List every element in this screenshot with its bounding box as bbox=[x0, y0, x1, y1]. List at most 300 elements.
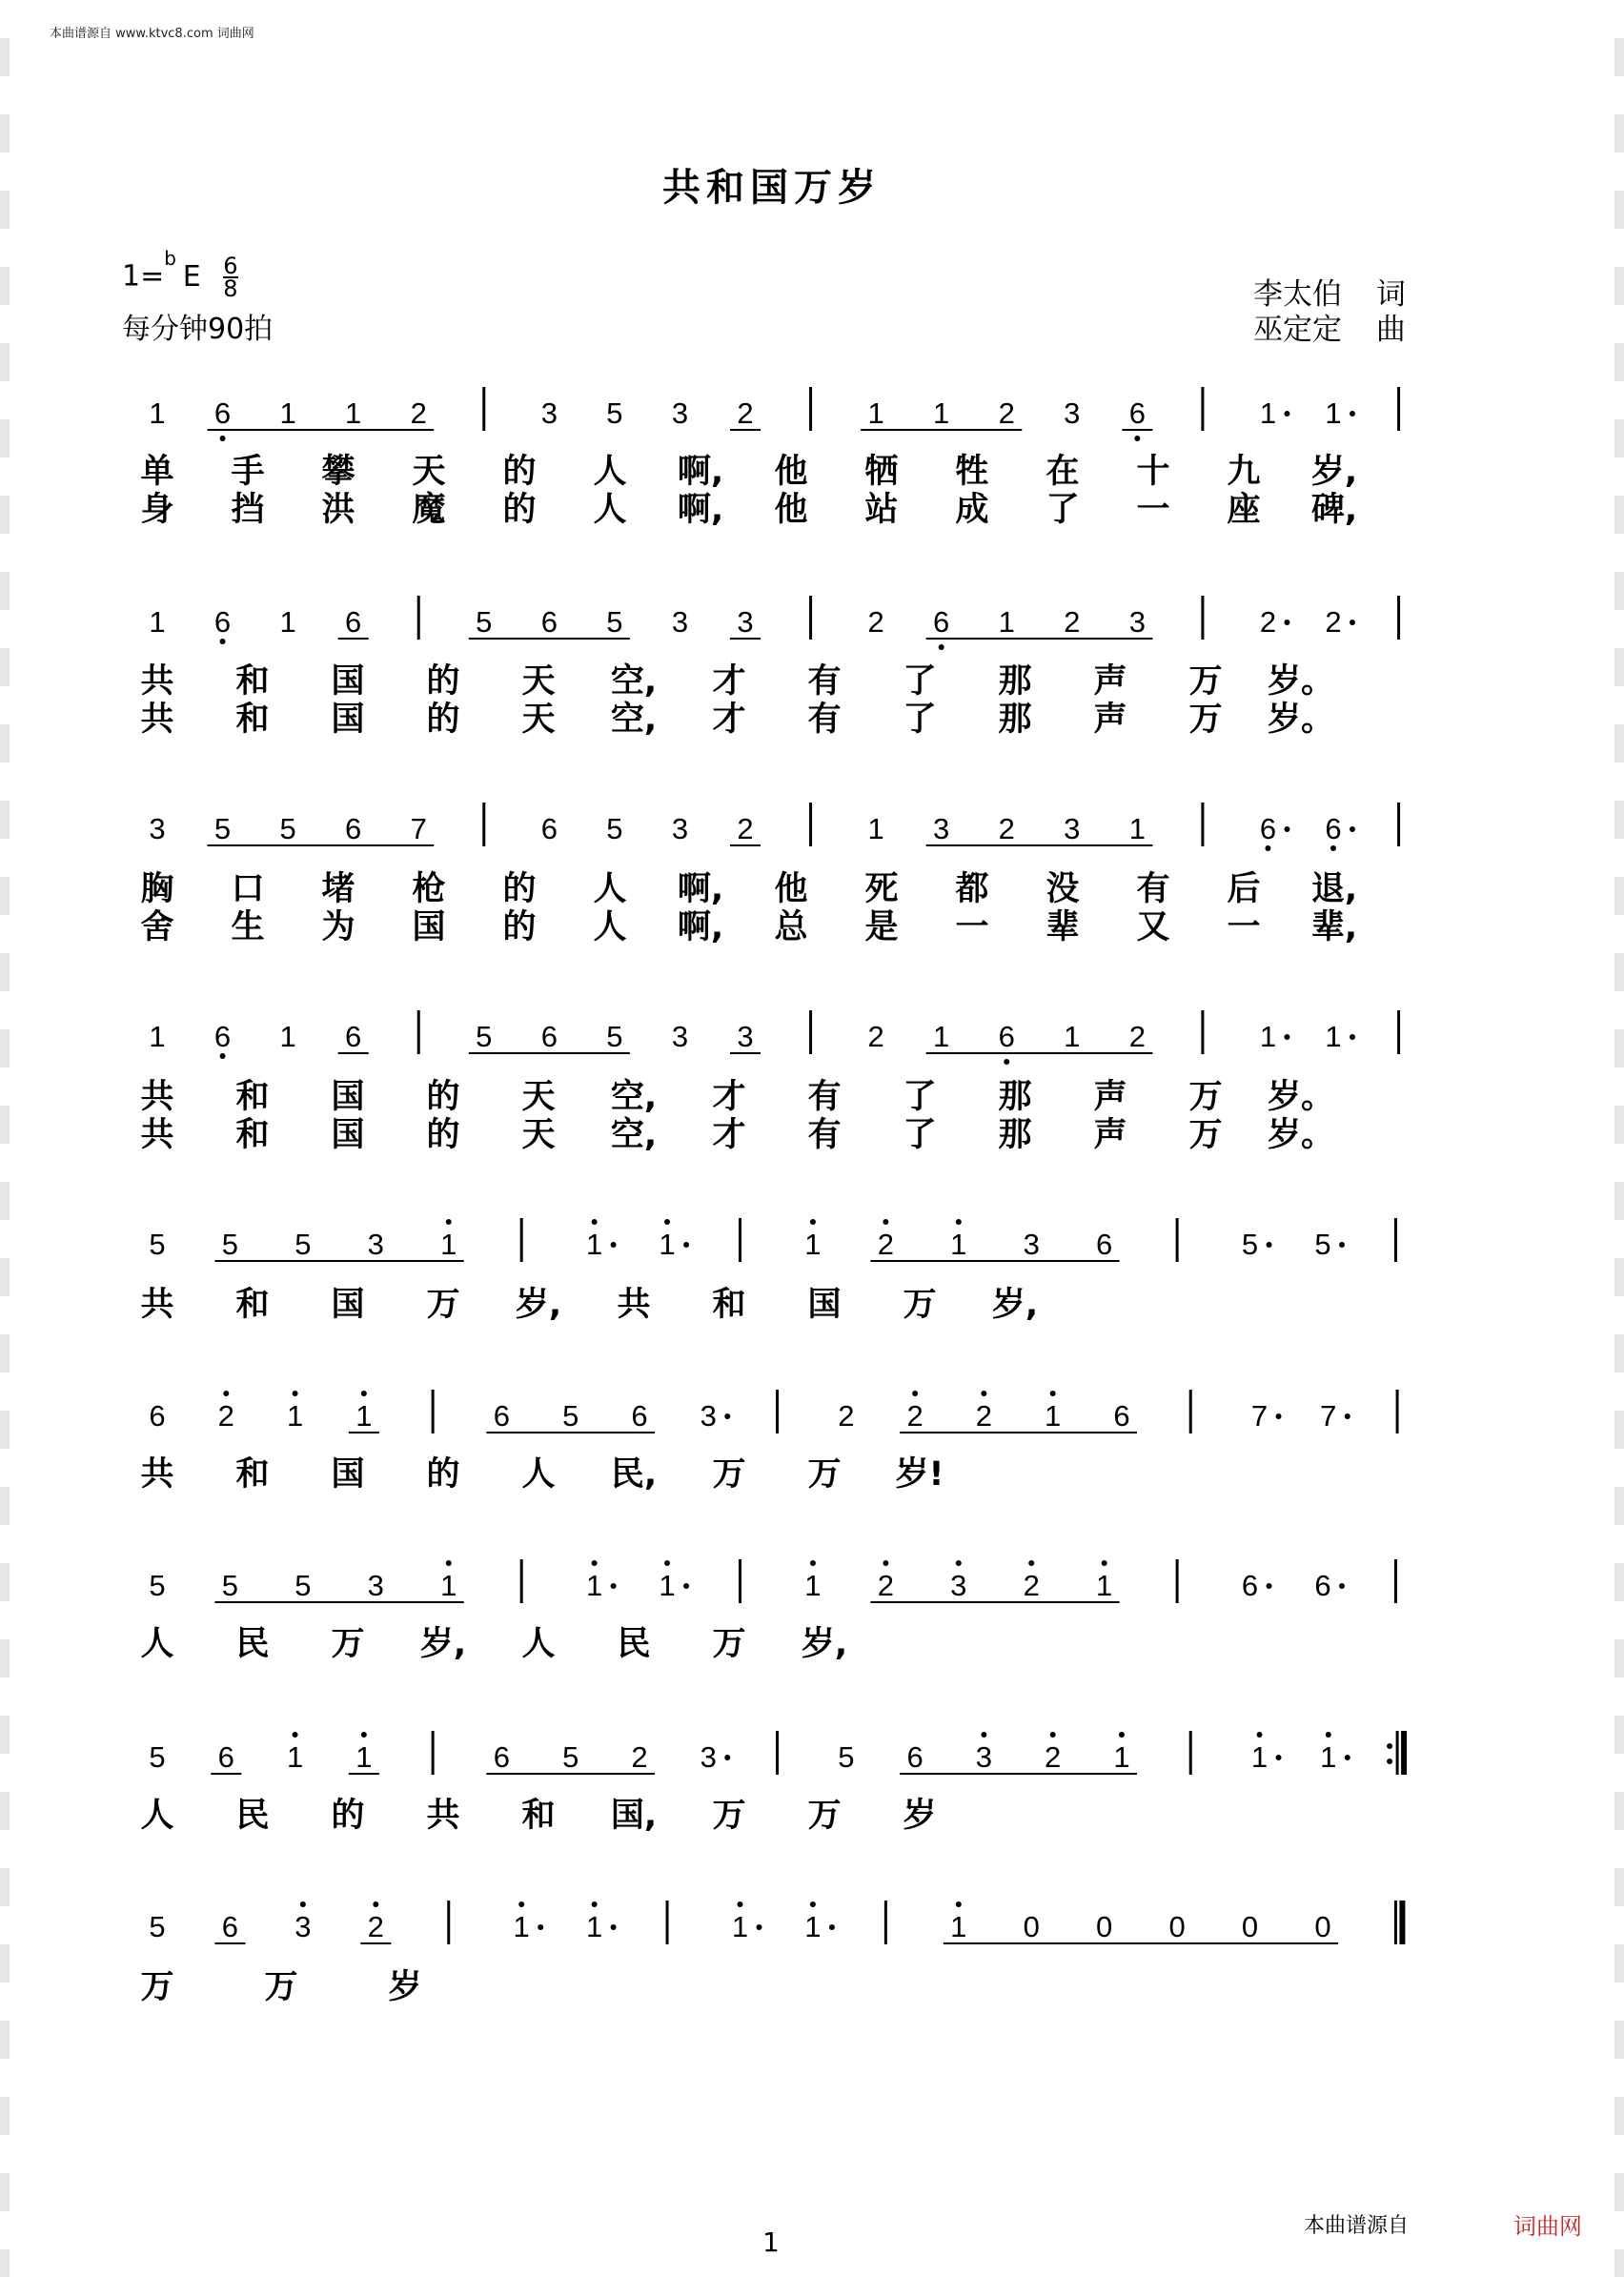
lyric-char: 退, bbox=[1310, 870, 1358, 908]
lyric-char: 的 bbox=[426, 701, 460, 739]
note: 5 bbox=[279, 812, 296, 845]
note: 2 bbox=[975, 1399, 993, 1433]
note: 2 bbox=[631, 1740, 648, 1774]
lyric-char: 国 bbox=[331, 1116, 365, 1154]
lyric-char: 共 bbox=[140, 1078, 174, 1116]
note: 1 bbox=[585, 1910, 603, 1943]
lyric-char: 岁。 bbox=[1267, 701, 1335, 739]
octave-up-dot bbox=[293, 1391, 298, 1396]
lyric-char: 岁! bbox=[895, 1455, 944, 1494]
note: 5 bbox=[562, 1740, 579, 1774]
lyric-char: 有 bbox=[807, 1078, 842, 1116]
note: 1 bbox=[998, 605, 1015, 639]
lyric-char: 他 bbox=[774, 453, 808, 491]
note: 6 bbox=[631, 1399, 648, 1433]
octave-up-dot bbox=[361, 1732, 367, 1738]
lyric-char: 和 bbox=[521, 1797, 556, 1835]
lyric-char: 有 bbox=[807, 662, 842, 701]
lyric-char: 民 bbox=[235, 1797, 270, 1835]
octave-up-dot bbox=[592, 1219, 598, 1225]
aug-dot bbox=[829, 1924, 835, 1930]
lyric-char: 牺 bbox=[864, 453, 899, 491]
note: 2 bbox=[1325, 605, 1342, 639]
note: 2 bbox=[737, 812, 754, 845]
lyric-char: 啊, bbox=[677, 870, 724, 908]
note: 5 bbox=[562, 1399, 579, 1433]
octave-down-dot bbox=[220, 639, 226, 644]
lyric-char: 的 bbox=[502, 453, 537, 491]
lyric-char: 人 bbox=[593, 491, 627, 529]
note: 7 bbox=[1320, 1399, 1337, 1433]
lyric-char: 的 bbox=[426, 662, 460, 701]
lyric-char: 万 bbox=[1188, 1116, 1223, 1154]
lyric-char: 和 bbox=[235, 1116, 270, 1154]
note: 1 bbox=[585, 1228, 603, 1261]
note: 2 bbox=[1023, 1569, 1040, 1602]
note: 7 bbox=[1250, 1399, 1269, 1433]
lyric-char: 岁。 bbox=[1267, 1078, 1335, 1116]
lyric-char: 万 bbox=[807, 1455, 842, 1494]
octave-up-dot bbox=[956, 1219, 962, 1225]
lyric-char: 了 bbox=[1045, 491, 1080, 529]
note: 2 bbox=[867, 1020, 884, 1053]
note: 6 bbox=[493, 1740, 511, 1774]
note: 5 bbox=[221, 1569, 239, 1602]
note: 5 bbox=[476, 605, 493, 639]
octave-up-dot bbox=[883, 1219, 888, 1225]
octave-up-dot bbox=[956, 1560, 962, 1566]
lyric-char: 的 bbox=[502, 870, 537, 908]
aug-dot bbox=[611, 1242, 617, 1248]
lyric-char: 岁, bbox=[515, 1286, 562, 1324]
note: 1 bbox=[1250, 1740, 1269, 1774]
note: 6 bbox=[1096, 1228, 1113, 1261]
lyric-char: 人 bbox=[521, 1625, 556, 1663]
note: 3 bbox=[737, 605, 754, 639]
song-title: 共和国万岁 bbox=[662, 165, 882, 210]
note: 5 bbox=[1241, 1228, 1259, 1261]
score-system bbox=[140, 1390, 1397, 1494]
lyric-char: 的 bbox=[331, 1797, 365, 1835]
lyric-char: 辈, bbox=[1310, 908, 1358, 946]
lyric-char: 声 bbox=[1093, 662, 1127, 701]
lyric-char: 岁 bbox=[388, 1968, 422, 2006]
lyric-char: 万 bbox=[1188, 701, 1223, 739]
note: 6 bbox=[540, 1020, 558, 1053]
aug-dot bbox=[756, 1924, 761, 1930]
note: 1 bbox=[1325, 1020, 1342, 1053]
note: 1 bbox=[731, 1910, 749, 1943]
note: 2 bbox=[410, 396, 427, 430]
aug-dot bbox=[1350, 411, 1355, 417]
note: 3 bbox=[950, 1569, 967, 1602]
note: 6 bbox=[1314, 1569, 1331, 1602]
note: 1 bbox=[279, 1020, 296, 1053]
lyric-char: 万 bbox=[807, 1797, 842, 1835]
lyric-char: 手 bbox=[231, 453, 265, 491]
lyric-char: 岁。 bbox=[1267, 1116, 1335, 1154]
lyric-char: 国 bbox=[331, 1286, 365, 1324]
octave-up-dot bbox=[223, 1391, 229, 1396]
note: 5 bbox=[838, 1740, 855, 1774]
octave-up-dot bbox=[446, 1219, 452, 1225]
lyric-char: 万 bbox=[903, 1286, 937, 1324]
octave-up-dot bbox=[664, 1219, 670, 1225]
lyric-char: 堵 bbox=[321, 870, 355, 908]
lyric-char: 天 bbox=[521, 1116, 556, 1154]
octave-up-dot bbox=[446, 1560, 452, 1566]
aug-dot bbox=[1339, 1583, 1345, 1589]
tempo-marking: 每分钟90拍 bbox=[122, 313, 274, 346]
octave-up-dot bbox=[373, 1901, 378, 1907]
lyric-char: 没 bbox=[1045, 870, 1080, 908]
lyric-char: 岁。 bbox=[1267, 662, 1335, 701]
note: 5 bbox=[606, 1020, 623, 1053]
note: 1 bbox=[950, 1228, 967, 1261]
lyric-char: 岁, bbox=[419, 1625, 467, 1663]
octave-up-dot bbox=[1102, 1560, 1107, 1566]
lyric-char: 民 bbox=[617, 1625, 651, 1663]
lyric-char: 碑, bbox=[1310, 491, 1358, 529]
note: 1 bbox=[804, 1228, 822, 1261]
lyric-char: 他 bbox=[774, 491, 808, 529]
octave-up-dot bbox=[810, 1901, 816, 1907]
lyric-char: 国 bbox=[331, 1455, 365, 1494]
note: 2 bbox=[998, 812, 1015, 845]
octave-down-dot bbox=[220, 1053, 226, 1059]
note: 7 bbox=[410, 812, 427, 845]
lyric-char: 的 bbox=[502, 908, 537, 946]
lyric-char: 空, bbox=[610, 662, 658, 701]
lyric-char: 的 bbox=[426, 1078, 460, 1116]
lyric-char: 了 bbox=[903, 1078, 937, 1116]
note: 1 bbox=[355, 1399, 373, 1433]
score-system bbox=[140, 1731, 1404, 1835]
aug-dot bbox=[611, 1924, 617, 1930]
note: 6 bbox=[213, 605, 232, 639]
lyric-char: 和 bbox=[235, 1286, 270, 1324]
note: 1 bbox=[1128, 812, 1146, 845]
lyric-char: 那 bbox=[998, 662, 1032, 701]
note: 1 bbox=[1320, 1740, 1337, 1774]
lyric-char: 人 bbox=[140, 1797, 174, 1835]
note: 5 bbox=[294, 1569, 312, 1602]
aug-dot bbox=[1284, 1034, 1289, 1040]
note: 6 bbox=[933, 605, 950, 639]
note: 3 bbox=[1023, 1228, 1040, 1261]
lyric-char: 共 bbox=[140, 662, 174, 701]
lyric-char: 都 bbox=[955, 870, 989, 908]
octave-up-dot bbox=[1050, 1732, 1056, 1738]
note: 2 bbox=[217, 1399, 234, 1433]
note: 6 bbox=[493, 1399, 511, 1433]
lyric-char: 国 bbox=[331, 1078, 365, 1116]
note: 3 bbox=[671, 1020, 689, 1053]
lyric-char: 才 bbox=[712, 1116, 746, 1154]
octave-up-dot bbox=[883, 1560, 888, 1566]
lyric-char: 单 bbox=[140, 453, 174, 491]
lyric-char: 共 bbox=[140, 1455, 174, 1494]
note: 6 bbox=[906, 1740, 924, 1774]
note: 6 bbox=[1113, 1399, 1130, 1433]
note: 2 bbox=[877, 1569, 894, 1602]
note: 2 bbox=[877, 1228, 894, 1261]
note: 5 bbox=[221, 1228, 239, 1261]
aug-dot bbox=[724, 1413, 730, 1419]
lyric-char: 啊, bbox=[677, 491, 724, 529]
lyric-char: 后 bbox=[1227, 870, 1261, 908]
score-system bbox=[140, 803, 1398, 946]
octave-up-dot bbox=[1119, 1732, 1125, 1738]
note: 1 bbox=[149, 605, 166, 639]
octave-up-dot bbox=[1326, 1732, 1331, 1738]
aug-dot bbox=[1267, 1583, 1272, 1589]
note: 5 bbox=[1314, 1228, 1331, 1261]
lyric-char: 的 bbox=[426, 1455, 460, 1494]
lyric-char: 啊, bbox=[677, 908, 724, 946]
lyric-char: 那 bbox=[998, 701, 1032, 739]
octave-up-dot bbox=[956, 1901, 962, 1907]
lyric-char: 生 bbox=[231, 908, 265, 946]
note: 2 bbox=[737, 396, 754, 430]
note: 3 bbox=[700, 1740, 717, 1774]
note: 3 bbox=[149, 812, 166, 845]
lyric-char: 人 bbox=[593, 870, 627, 908]
note: 6 bbox=[345, 605, 362, 639]
page-number: 1 bbox=[762, 2226, 780, 2258]
key-note: E bbox=[182, 259, 201, 294]
score-system bbox=[140, 1559, 1395, 1663]
footer-source: 本曲谱源自 bbox=[1304, 2214, 1410, 2238]
lyric-char: 共 bbox=[617, 1286, 651, 1324]
note: 3 bbox=[737, 1020, 754, 1053]
lyric-char: 枪 bbox=[412, 870, 446, 908]
note: 2 bbox=[367, 1910, 384, 1943]
note: 5 bbox=[606, 812, 623, 845]
aug-dot bbox=[1276, 1755, 1282, 1760]
note: 1 bbox=[804, 1569, 822, 1602]
note: 1 bbox=[950, 1910, 967, 1943]
octave-up-dot bbox=[810, 1219, 816, 1225]
note: 2 bbox=[1128, 1020, 1146, 1053]
lyric-char: 总 bbox=[774, 908, 808, 946]
note: 3 bbox=[540, 396, 558, 430]
lyric-char: 万 bbox=[712, 1455, 746, 1494]
octave-up-dot bbox=[1028, 1560, 1034, 1566]
note: 1 bbox=[933, 396, 950, 430]
lyric-char: 攀 bbox=[321, 453, 355, 491]
lyric-char: 和 bbox=[235, 1455, 270, 1494]
lyric-char: 为 bbox=[321, 908, 355, 946]
note: 1 bbox=[149, 396, 166, 430]
note: 2 bbox=[998, 396, 1015, 430]
lyric-char: 国 bbox=[807, 1286, 842, 1324]
octave-up-dot bbox=[592, 1901, 598, 1907]
key-flat: b bbox=[164, 246, 176, 270]
note: 5 bbox=[213, 812, 232, 845]
note: 1 bbox=[440, 1569, 457, 1602]
lyric-char: 成 bbox=[955, 491, 989, 529]
aug-dot bbox=[683, 1242, 689, 1248]
score-system bbox=[140, 596, 1398, 739]
octave-down-dot bbox=[220, 436, 226, 441]
lyric-char: 天 bbox=[521, 701, 556, 739]
lyric-char: 天 bbox=[521, 1078, 556, 1116]
note: 1 bbox=[585, 1569, 603, 1602]
note: 0 bbox=[1241, 1910, 1259, 1943]
note: 3 bbox=[933, 812, 950, 845]
note: 1 bbox=[279, 605, 296, 639]
aug-dot bbox=[538, 1924, 543, 1930]
lyric-char: 啊, bbox=[677, 453, 724, 491]
note: 1 bbox=[867, 812, 884, 845]
lyric-char: 和 bbox=[712, 1286, 746, 1324]
aug-dot bbox=[1267, 1242, 1272, 1248]
aug-dot bbox=[1345, 1755, 1350, 1760]
aug-dot bbox=[611, 1583, 617, 1589]
aug-dot bbox=[1284, 620, 1289, 625]
lyric-char: 那 bbox=[998, 1116, 1032, 1154]
lyric-char: 有 bbox=[807, 701, 842, 739]
lyric-char: 共 bbox=[426, 1797, 460, 1835]
lyric-char: 声 bbox=[1093, 1078, 1127, 1116]
note: 2 bbox=[1259, 605, 1277, 639]
note: 5 bbox=[294, 1228, 312, 1261]
lyric-char: 空, bbox=[610, 1078, 658, 1116]
note: 1 bbox=[440, 1228, 457, 1261]
octave-up-dot bbox=[300, 1901, 306, 1907]
lyric-char: 人 bbox=[521, 1455, 556, 1494]
note: 6 bbox=[1128, 396, 1146, 430]
lyric-char: 岁, bbox=[1310, 453, 1358, 491]
lyric-char: 一 bbox=[955, 908, 989, 946]
lyric-char: 和 bbox=[235, 662, 270, 701]
note: 1 bbox=[279, 396, 296, 430]
note: 6 bbox=[540, 605, 558, 639]
lyric-char: 人 bbox=[140, 1625, 174, 1663]
note: 6 bbox=[213, 1020, 232, 1053]
note: 1 bbox=[286, 1740, 304, 1774]
octave-up-dot bbox=[518, 1901, 524, 1907]
note: 3 bbox=[367, 1228, 384, 1261]
lyric-char: 在 bbox=[1045, 453, 1080, 491]
octave-up-dot bbox=[293, 1732, 298, 1738]
octave-down-dot bbox=[1134, 436, 1140, 441]
lyric-char: 天 bbox=[521, 662, 556, 701]
lyric-char: 空, bbox=[610, 701, 658, 739]
octave-up-dot bbox=[361, 1391, 367, 1396]
lyric-char: 民, bbox=[610, 1455, 658, 1494]
lyric-char: 万 bbox=[1188, 662, 1223, 701]
aug-dot bbox=[1339, 1242, 1345, 1248]
note: 1 bbox=[804, 1910, 822, 1943]
note: 1 bbox=[1096, 1569, 1113, 1602]
lyric-char: 了 bbox=[903, 1116, 937, 1154]
lyric-char: 十 bbox=[1136, 453, 1170, 491]
lyric-char: 口 bbox=[231, 870, 265, 908]
composer-name: 巫定定 bbox=[1253, 313, 1342, 347]
octave-up-dot bbox=[592, 1560, 598, 1566]
lyric-char: 国 bbox=[331, 662, 365, 701]
note: 5 bbox=[149, 1569, 166, 1602]
lyric-char: 魔 bbox=[412, 491, 446, 529]
octave-down-dot bbox=[1265, 845, 1270, 851]
lyric-char: 人 bbox=[593, 453, 627, 491]
lyric-char: 有 bbox=[807, 1116, 842, 1154]
note: 3 bbox=[367, 1569, 384, 1602]
lyric-char: 国, bbox=[610, 1797, 658, 1835]
lyric-char: 胸 bbox=[140, 870, 174, 908]
note: 3 bbox=[975, 1740, 993, 1774]
lyric-char: 一 bbox=[1227, 908, 1261, 946]
time-top: 6 bbox=[223, 253, 238, 279]
note: 2 bbox=[906, 1399, 924, 1433]
note: 6 bbox=[345, 1020, 362, 1053]
note: 1 bbox=[355, 1740, 373, 1774]
lyric-char: 民 bbox=[235, 1625, 270, 1663]
lyric-char: 空, bbox=[610, 1116, 658, 1154]
note: 2 bbox=[1064, 605, 1081, 639]
aug-dot bbox=[1276, 1413, 1282, 1419]
lyric-char: 是 bbox=[864, 908, 899, 946]
key-prefix: 1= bbox=[122, 259, 165, 294]
note: 3 bbox=[671, 812, 689, 845]
note: 6 bbox=[540, 812, 558, 845]
octave-up-dot bbox=[981, 1732, 986, 1738]
lyric-char: 的 bbox=[502, 491, 537, 529]
lyric-char: 舍 bbox=[140, 908, 174, 946]
note: 1 bbox=[345, 396, 362, 430]
note: 2 bbox=[867, 605, 884, 639]
lyric-char: 座 bbox=[1227, 491, 1261, 529]
lyric-char: 挡 bbox=[231, 491, 265, 529]
score-system bbox=[140, 1901, 1402, 2006]
lyric-char: 国 bbox=[412, 908, 446, 946]
octave-down-dot bbox=[1004, 1059, 1009, 1065]
octave-down-dot bbox=[1330, 845, 1336, 851]
lyric-char: 声 bbox=[1093, 1116, 1127, 1154]
note: 3 bbox=[1064, 396, 1081, 430]
aug-dot bbox=[724, 1755, 730, 1760]
lyric-char: 人 bbox=[593, 908, 627, 946]
note: 1 bbox=[513, 1910, 530, 1943]
note: 0 bbox=[1314, 1910, 1331, 1943]
note: 6 bbox=[1259, 812, 1277, 845]
lyric-char: 死 bbox=[864, 870, 899, 908]
note: 0 bbox=[1168, 1910, 1186, 1943]
lyric-char: 岁, bbox=[801, 1625, 848, 1663]
lyric-char: 九 bbox=[1227, 453, 1261, 491]
lyric-char: 辈 bbox=[1045, 908, 1080, 946]
lyric-char: 万 bbox=[712, 1797, 746, 1835]
note: 6 bbox=[345, 812, 362, 845]
footer-site-logo: 词曲网 bbox=[1513, 2213, 1582, 2240]
lyric-char: 那 bbox=[998, 1078, 1032, 1116]
aug-dot bbox=[683, 1583, 689, 1589]
repeat-dot bbox=[1387, 1759, 1392, 1764]
score-system bbox=[140, 1010, 1398, 1154]
note: 6 bbox=[998, 1020, 1015, 1053]
note: 1 bbox=[659, 1228, 676, 1261]
lyric-char: 万 bbox=[712, 1625, 746, 1663]
lyric-char: 洪 bbox=[321, 491, 355, 529]
lyric-char: 的 bbox=[426, 1116, 460, 1154]
note: 6 bbox=[217, 1740, 234, 1774]
lyric-char: 岁 bbox=[903, 1797, 937, 1835]
note: 1 bbox=[1259, 396, 1277, 430]
aug-dot bbox=[1284, 826, 1289, 832]
octave-up-dot bbox=[1257, 1732, 1263, 1738]
